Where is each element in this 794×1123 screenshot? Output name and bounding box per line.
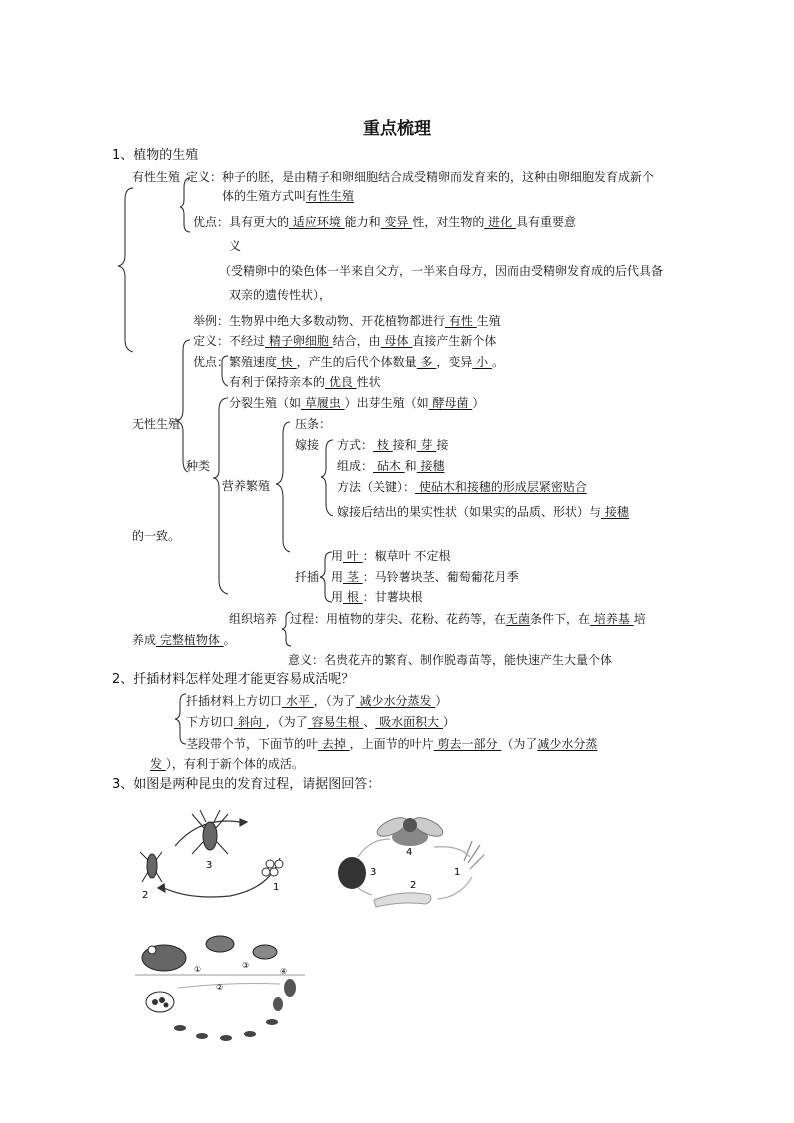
adv-text: 有利于保持亲本的: [229, 375, 326, 389]
proc-text: 养成: [132, 633, 157, 647]
answer-oblique: 斜向: [234, 715, 266, 729]
def-text: 不经过: [229, 334, 266, 348]
fig1-label-3: 3: [206, 860, 213, 871]
arrow-egg-tadpole: [178, 984, 280, 989]
comp-text: 组成：: [337, 459, 374, 473]
def-text: 体的生殖方式叫: [222, 189, 307, 203]
sec2-text: 扦插材料上方切口: [186, 694, 283, 708]
sec2-line1: [186, 693, 447, 709]
froglet-icon: [253, 945, 277, 959]
fly-eggs-icon: [464, 841, 484, 869]
arrow-head: [240, 819, 247, 826]
sec2-line4: [150, 756, 304, 772]
fig2-label-3: 3: [370, 867, 377, 878]
bracket-main: [118, 188, 133, 352]
sec2-text: ）: [442, 715, 455, 729]
answer-scion: 接穗: [416, 459, 445, 473]
asexual-adv-label: 优点：: [193, 355, 230, 369]
fig3-label-4: ④: [280, 967, 288, 976]
adv-text: 性，对生物的: [412, 215, 485, 229]
adv-text: 具有更大的: [229, 215, 290, 229]
answer-many: 多: [416, 355, 437, 369]
bracket-sexual: [180, 178, 190, 232]
answer-sexual: 有性生殖: [306, 189, 355, 203]
cut-text: 用: [331, 590, 344, 604]
bracket-sec2: [175, 694, 186, 744]
def-text: 种子的胚，是由精子和卵细胞结合成受精卵而发育来的，这种由卵细胞发育成新个: [222, 170, 655, 184]
sec2-text: 、: [363, 715, 376, 729]
bracket-asexual: [176, 340, 190, 472]
sec2-text: （为了: [501, 737, 538, 751]
sec2-text: ，（为了: [265, 715, 308, 729]
sec2-line3: [186, 736, 597, 752]
graft-fruit: [337, 504, 629, 520]
def-label: 定义：: [186, 170, 223, 184]
answer-root-easily: 容易生根: [307, 715, 364, 729]
young-frog-icon: [206, 936, 234, 952]
def-text: 直接产生新个体: [412, 334, 497, 348]
graft-composition: [337, 458, 445, 474]
cycle-arrow-bottom: [164, 858, 280, 897]
page-title: 重点梳理: [363, 119, 431, 139]
answer-leaf: 叶: [343, 549, 363, 563]
arrow-adult-egg: [434, 847, 470, 857]
fission-text: 分裂生殖（如: [229, 396, 302, 410]
arrow-larva-pupa: [358, 887, 372, 895]
answer-reduce-evap-2-end: 发: [150, 757, 166, 771]
cutting-root: [331, 589, 423, 605]
answer-root: 根: [343, 590, 363, 604]
def-label: 定义：: [193, 334, 230, 348]
answer-good-traits: 优良: [325, 375, 357, 389]
method-text: 接和: [392, 438, 417, 452]
cut-text: ：马铃薯块茎、葡萄葡花月季: [362, 570, 519, 584]
cut-text: 用: [331, 549, 344, 563]
cutting-leaf: [331, 548, 450, 564]
answer-absorb-area: 吸水面积大: [375, 715, 443, 729]
frog-adult-icon: [142, 945, 186, 971]
method-text: 接: [436, 438, 449, 452]
def-text: 结合，由: [332, 334, 381, 348]
figure-grasshopper-cycle: [130, 808, 300, 908]
answer-medium: 培养基: [590, 612, 634, 626]
proc-text: 。: [223, 633, 236, 647]
answer-small: 小: [472, 355, 492, 369]
section-2-heading: 2、扦插材料怎样处理才能更容易成活呢？: [112, 672, 355, 687]
answer-bud: 芽: [416, 438, 437, 452]
adv-text: ，变异: [436, 355, 473, 369]
answer-variation: 变异: [380, 215, 413, 229]
sexual-example: [193, 313, 501, 329]
layering: 压条：: [295, 417, 332, 431]
sexual-advantage-line1: [193, 214, 576, 230]
bracket-kinds: [213, 398, 228, 594]
cutting-label: 扦插: [295, 570, 320, 584]
sexual-label: 有性生殖: [132, 170, 181, 184]
fig2-label-2: 2: [410, 880, 417, 891]
sec2-text: ）: [435, 694, 448, 708]
adv-text: ，产生的后代个体数量: [296, 355, 417, 369]
asexual-definition: [193, 333, 496, 349]
fission-budding: [229, 395, 484, 411]
answer-fast: 快: [277, 355, 297, 369]
ex-text: 生物界中绝大多数动物、开花植物都进行: [229, 314, 446, 328]
arrow-pupa-adult: [358, 839, 390, 857]
answer-yeast: 酵母菌: [428, 396, 473, 410]
larva-icon: [374, 893, 431, 907]
tissue-process-line2: [132, 632, 236, 648]
adv-text: 具有重要意: [515, 215, 576, 229]
tissue-process-line1: [290, 611, 646, 627]
cut-text: 用: [331, 570, 344, 584]
fig1-label-1: 1: [273, 882, 280, 893]
key-text: 方法（关键）：: [337, 480, 416, 494]
answer-stem: 茎: [343, 570, 363, 584]
answer-evolution: 进化: [484, 215, 516, 229]
answer-paramecium: 草履虫: [301, 396, 345, 410]
fig2-label-1: 1: [454, 867, 461, 878]
answer-adapt: 适应环境: [289, 215, 345, 229]
fig2-label-4: 4: [406, 847, 413, 858]
answer-stock: 砧木: [373, 459, 405, 473]
figure-fly-cycle: [330, 805, 500, 910]
cut-text: ：椒草叶 不定根: [362, 549, 451, 563]
answer-branch: 枝: [373, 438, 393, 452]
asexual-advantage-line1: [229, 354, 504, 370]
sexual-note-line1: （受精卵中的染色体一半来自父方，一半来自母方，因而由受精卵发育成的后代具备: [219, 264, 664, 278]
fly-adult-icon: [375, 814, 446, 846]
grasshopper-nymph-icon: [140, 852, 162, 882]
answer-remove: 去掉: [318, 737, 350, 751]
bracket-graft: [321, 440, 333, 516]
answer-reduce-evap-2: 减少水分蒸: [537, 737, 598, 751]
proc-text: 培: [633, 612, 646, 626]
method-text: 方式：: [337, 438, 374, 452]
sexual-definition-line2: [222, 188, 354, 204]
fig3-label-1: ①: [194, 965, 202, 974]
graft-fruit-end: 的一致。: [132, 529, 181, 543]
fig3-label-3: ③: [242, 961, 250, 970]
fission-text: ）: [472, 396, 485, 410]
answer-reduce-evap: 减少水分蒸发: [355, 694, 436, 708]
fission-text: ）出芽生殖（如: [344, 396, 429, 410]
graft-method: [337, 437, 448, 453]
sec2-text: 下方切口: [186, 715, 235, 729]
proc-text: 条件下，在: [530, 612, 591, 626]
frog-eggs-icon: [146, 992, 174, 1012]
figure-frog-cycle: [130, 930, 310, 1045]
graft-key: [337, 479, 587, 495]
arrow-egg-larva: [438, 877, 472, 899]
sexual-note-line2: 双亲的遗传性状），: [229, 288, 332, 302]
sec2-text: ，（为了: [313, 694, 356, 708]
grasshopper-adult-icon: [192, 810, 228, 854]
answer-parent: 母体: [380, 334, 413, 348]
pupa-icon: [338, 857, 366, 889]
asexual-advantage-line2: [229, 374, 381, 390]
answer-gametes: 精子卵细胞: [265, 334, 333, 348]
cut-text: ：甘薯块根: [362, 590, 423, 604]
ex-text: 生殖: [476, 314, 501, 328]
sec2-line2: [186, 714, 455, 730]
arrow-head: [158, 884, 165, 892]
comp-text: 和: [404, 459, 417, 473]
asexual-label: 无性生殖: [132, 417, 181, 431]
answer-scion-2: 接穗: [601, 505, 629, 519]
adv-text: 能力和: [344, 215, 381, 229]
ex-label: 举例：: [193, 314, 230, 328]
fig3-label-2: ②: [216, 983, 224, 992]
tissue-meaning: 意义：名贵花卉的繁育、制作脱毒苗等，能快速产生大量个体: [288, 653, 613, 667]
answer-horizontal: 水平: [282, 694, 314, 708]
sec2-text: ，上面节的叶片: [349, 737, 434, 751]
tissue-label: 组织培养: [229, 612, 278, 626]
adv-label: 优点：: [193, 215, 230, 229]
adv-text: 。: [491, 355, 504, 369]
section-1-heading: 1、植物的生殖: [112, 148, 199, 163]
sexual-definition-line1: [186, 169, 654, 185]
vegetative-label: 营养繁殖: [222, 479, 271, 493]
section-3-heading: 3、如图是两种昆虫的发育过程，请据图回答：: [112, 777, 381, 792]
kinds-label: 种类: [186, 459, 211, 473]
fruit-text: 嫁接后结出的果实性状（如果实的品质、形状）与: [337, 505, 602, 519]
proc-text: 过程：用植物的芽尖、花粉、花药等，在: [290, 612, 507, 626]
fig1-label-2: 2: [142, 890, 149, 901]
adv-text: 繁殖速度: [229, 355, 278, 369]
answer-sexual-2: 有性: [445, 314, 477, 328]
sexual-advantage-line2: 义: [229, 239, 242, 253]
answer-cut-part: 剪去一部分: [433, 737, 502, 751]
sec2-text: ），有利于新个体的成活。: [165, 757, 304, 771]
grafting-label: 嫁接: [295, 438, 320, 452]
answer-whole-plant: 完整植物体: [156, 633, 224, 647]
cutting-stem: [331, 569, 519, 585]
bracket-veg: [276, 422, 290, 552]
sec2-text: 茎段带个节，下面节的叶: [186, 737, 319, 751]
egg-icon: [262, 860, 283, 876]
answer-sterile: 无菌: [506, 612, 531, 626]
answer-cambium: 使砧木和接穗的形成层紧密贴合: [415, 480, 587, 494]
tadpole-chain-icon: [174, 1019, 278, 1041]
adv-text: 性状: [356, 375, 381, 389]
